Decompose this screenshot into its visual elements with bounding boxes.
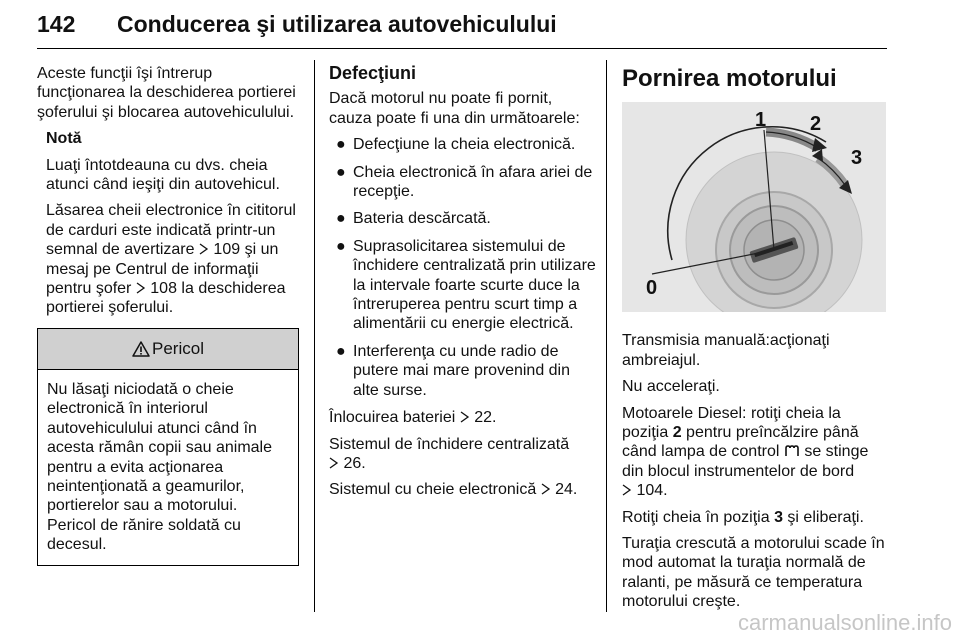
column-divider-1 [314, 60, 315, 612]
list-item-text: Bateria descărcată. [353, 210, 491, 228]
position-3-ref: 3 [774, 508, 783, 526]
note-label: Notă [46, 130, 82, 148]
page-ref-arrow-icon [460, 411, 470, 423]
column-left [37, 64, 299, 566]
idle-speed-text: Turaţia crescută a motorului scade în mod automat la turaţia normală de ralanti, pe măsură ce temperatura motorului creşte. [622, 535, 885, 611]
section-heading-defects: Defecţiuni [329, 63, 417, 83]
list-item-text: Defecţiune la cheia electronică. [353, 136, 576, 154]
column-middle [329, 64, 597, 507]
page-ref-arrow-icon [622, 484, 632, 496]
turn-key-text-1: Rotiţi cheia în poziţia [622, 508, 775, 526]
bullet-icon: ● [336, 163, 346, 181]
reference-text: Sistemul de închidere centralizată [329, 435, 570, 453]
position-2-label: 2 [810, 113, 822, 135]
list-item [329, 342, 597, 400]
list-item [329, 209, 597, 228]
page-ref-link[interactable]: 24. [555, 481, 578, 499]
note-paragraph-text-3: la deschiderea portierei şoferului. [46, 280, 286, 317]
bullet-icon: ● [336, 342, 346, 360]
turn-key-text-2: şi eliberaţi. [782, 508, 864, 526]
diesel-text-2: pentru preîncălzire până când lampa de control [622, 424, 859, 461]
danger-header [38, 329, 298, 370]
danger-text: Nu lăsaţi niciodată o cheie electronică în interiorul autovehiculului atunci când în acesta rămân copii sau animale pentru a evita acţionarea neintenţionată a geamurilor, portierelor sau a motorului. Pericol de rănire soldată cu decesul. [47, 380, 273, 554]
danger-box [37, 328, 299, 566]
electronic-key-reference [329, 480, 597, 499]
section-heading-engine-start: Pornirea motorului [622, 65, 837, 92]
manual-transmission-text: Transmisia manuală:acţionaţi ambreiajul. [622, 332, 830, 369]
position-2-ref: 2 [672, 424, 682, 442]
position-3-label: 3 [851, 147, 863, 169]
defects-list [329, 135, 597, 400]
column-right [622, 64, 890, 619]
page-ref-link[interactable]: 22. [474, 409, 497, 427]
column-divider-2 [606, 60, 607, 612]
page-ref-link[interactable]: 26. [343, 454, 366, 472]
page-ref-link[interactable]: 104. [636, 482, 668, 500]
list-item-text: Cheia electronică în afara ariei de recepţie. [353, 163, 593, 201]
page-ref-arrow-icon [329, 457, 339, 469]
list-item-text: Suprasolicitarea sistemului de închidere centralizată prin utilizare la intervale foarte scurte duce la întreruperea pentru scurt timp a alimentării cu energie electrică. [353, 237, 596, 333]
glow-plug-icon [784, 444, 800, 458]
intro-paragraph: Aceste funcţii îşi întrerup funcţionarea la deschiderea portierei şoferului şi blocarea autovehiculului. [37, 65, 296, 121]
note-paragraph [46, 201, 299, 317]
ignition-switch-figure [622, 102, 886, 312]
note-text: Luaţi întotdeauna cu dvs. cheia atunci când ieşiţi din autovehicul. [46, 156, 280, 194]
page-number: 142 [37, 11, 76, 37]
note-paragraph-text-2: şi un mesaj pe Centrul de informaţii pentru şofer [46, 241, 279, 298]
turn-key-paragraph [622, 508, 890, 527]
list-item [329, 237, 597, 334]
reference-text: Sistemul cu cheie electronică [329, 481, 541, 499]
bullet-icon: ● [336, 237, 346, 255]
note-paragraph-text-1: Lăsarea cheii electronice în cititorul de carduri este indicată printr-un semnal de avertizare [46, 202, 296, 259]
page-ref-link[interactable]: 109 [213, 241, 241, 259]
page-ref-arrow-icon [199, 243, 209, 255]
diesel-text-3: se stinge din blocul instrumentelor de bord [622, 443, 869, 480]
bullet-icon: ● [336, 210, 346, 228]
warning-triangle-icon [132, 341, 150, 357]
position-0-label: 0 [646, 277, 658, 299]
list-item-text: Interferenţa cu unde radio de putere mai mare provenind din alte surse. [353, 342, 571, 399]
note-block [46, 129, 299, 318]
defects-intro: Dacă motorul nu poate fi pornit, cauza poate fi una din următoarele: [329, 90, 580, 127]
chapter-title: Conducerea şi utilizarea autovehiculului [117, 11, 557, 37]
list-item [329, 135, 597, 154]
page-header [37, 0, 887, 49]
no-accelerate-text: Nu acceleraţi. [622, 378, 720, 396]
list-item [329, 163, 597, 202]
reference-text: Înlocuirea bateriei [329, 409, 460, 427]
central-locking-reference [329, 435, 597, 474]
position-1-label: 1 [755, 109, 767, 131]
diesel-text-1: Motoarele Diesel: rotiţi cheia la poziţia [622, 404, 841, 442]
bullet-icon: ● [336, 136, 346, 154]
page-ref-link[interactable]: 108 [150, 280, 177, 298]
page-ref-arrow-icon [136, 282, 146, 294]
danger-title: Pericol [152, 339, 204, 359]
diesel-paragraph [622, 404, 890, 501]
battery-reference [329, 408, 597, 427]
page-ref-arrow-icon [541, 483, 551, 495]
watermark: carmanualsonline.info [737, 610, 952, 635]
